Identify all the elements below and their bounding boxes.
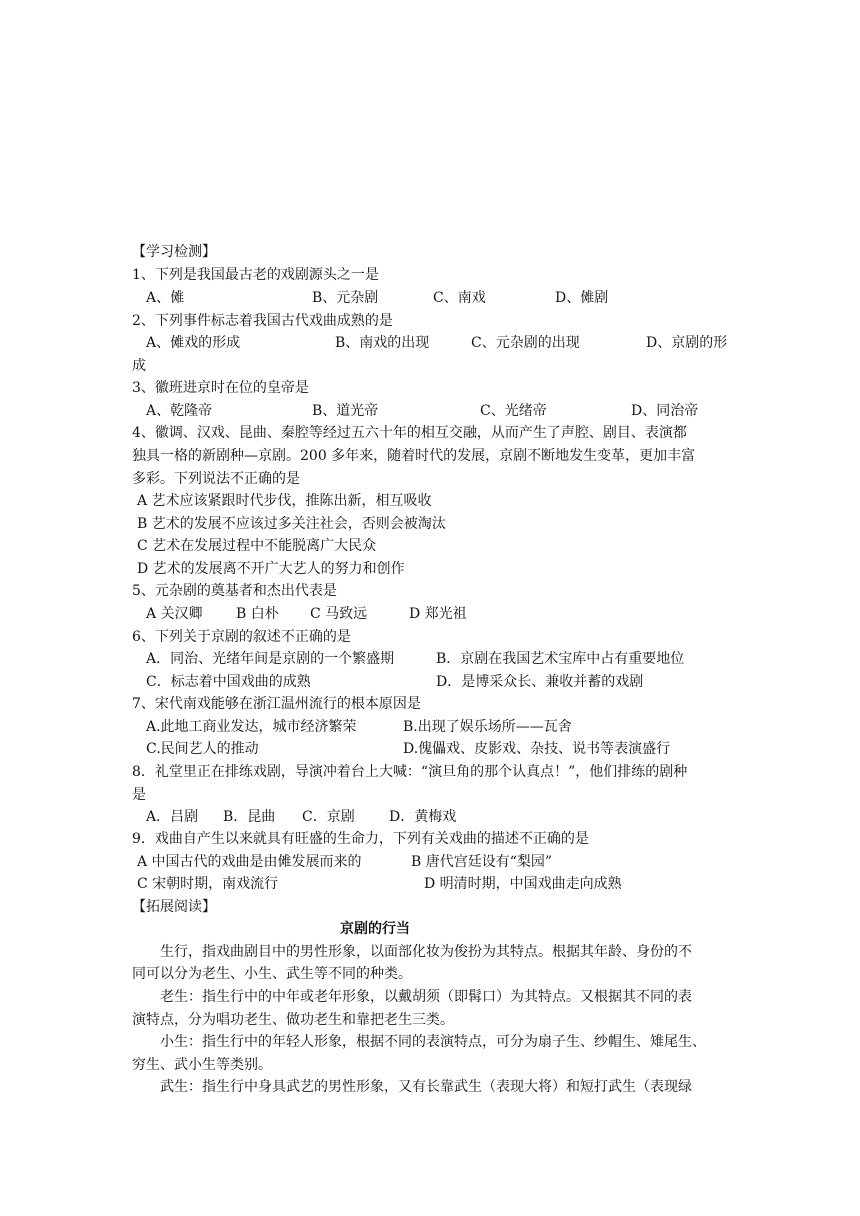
- q1-option-c: C、南戏: [433, 290, 486, 306]
- q4-option-d: D 艺术的发展离不开广大艺人的努力和创作: [137, 561, 405, 577]
- q5-option-b: B 白朴: [236, 606, 279, 622]
- q8-stem-line2: 是: [132, 787, 146, 803]
- article-p1-line2: 同可以分为老生、小生、武生等不同的种类。: [132, 966, 412, 982]
- q6-option-d: D．是博采众长、兼收并蓄的戏剧: [436, 674, 644, 690]
- article-p3-line2: 穷生、武小生等类别。: [132, 1057, 272, 1073]
- q8-option-b: B．昆曲: [223, 809, 276, 825]
- q5-stem: 5、元杂剧的奠基者和杰出代表是: [132, 583, 337, 599]
- q8-option-a: A．吕剧: [146, 809, 199, 825]
- q7-option-b: B.出现了娱乐场所——瓦舍: [403, 719, 572, 735]
- article-p3-line1: 小生：指生行中的年轻人形象，根据不同的表演特点，可分为扇子生、纱帽生、雉尾生、: [160, 1034, 706, 1050]
- q1-option-d: D、傩剧: [555, 290, 609, 306]
- article-p1-line1: 生行，指戏曲剧目中的男性形象，以面部化妆为俊扮为其特点。根据其年龄、身份的不: [160, 944, 692, 960]
- q2-option-b: B、南戏的出现: [335, 335, 430, 351]
- section-heading-learning-test: 【学习检测】: [132, 244, 216, 260]
- q5-option-d: D 郑光祖: [409, 606, 467, 622]
- q2-stem: 2、下列事件标志着我国古代戏曲成熟的是: [132, 313, 393, 329]
- article-p4-line1: 武生：指生行中身具武艺的男性形象，又有长靠武生（表现大将）和短打武生（表现绿: [160, 1079, 692, 1095]
- q3-option-d: D、同治帝: [631, 403, 699, 419]
- q6-stem: 6、下列关于京剧的叙述不正确的是: [132, 629, 351, 645]
- q6-option-a: A．同治、光绪年间是京剧的一个繁盛期: [146, 651, 395, 667]
- q1-stem: 1、下列是我国最古老的戏剧源头之一是: [132, 267, 379, 283]
- q3-option-a: A、乾隆帝: [146, 403, 213, 419]
- q7-option-c: C.民间艺人的推动: [146, 741, 259, 757]
- article-title: 京剧的行当: [340, 921, 410, 937]
- q4-stem-line3: 多彩。下列说法不正确的是: [132, 471, 300, 487]
- section-heading-extended-reading: 【拓展阅读】: [132, 899, 216, 915]
- q3-stem: 3、徽班进京时在位的皇帝是: [132, 380, 309, 396]
- q9-option-c: C 宋朝时期，南戏流行: [137, 876, 279, 892]
- q7-stem: 7、宋代南戏能够在浙江温州流行的根本原因是: [132, 696, 421, 712]
- q4-stem-line1: 4、徽调、汉戏、昆曲、秦腔等经过五六十年的相互交融，从而产生了声腔、剧目、表演都: [132, 425, 687, 441]
- q5-option-a: A 关汉卿: [146, 606, 203, 622]
- q6-option-c: C．标志着中国戏曲的成熟: [146, 674, 311, 690]
- q4-option-b: B 艺术的发展不应该过多关注社会，否则会被淘汰: [137, 516, 446, 532]
- article-p2-line2: 演特点，分为唱功老生、做功老生和靠把老生三类。: [132, 1012, 454, 1028]
- q9-option-b: B 唐代宫廷设有“梨园”: [411, 854, 553, 870]
- q7-option-d: D.傀儡戏、皮影戏、杂技、说书等表演盛行: [403, 741, 671, 757]
- q7-option-a: A.此地工商业发达，城市经济繁荣: [146, 719, 357, 735]
- q9-option-a: A 中国古代的戏曲是由傩发展而来的: [137, 854, 362, 870]
- q2-option-a: A、傩戏的形成: [146, 335, 241, 351]
- q2-option-d-cont: 成: [132, 358, 146, 374]
- q4-option-a: A 艺术应该紧跟时代步伐，推陈出新，相互吸收: [137, 493, 432, 509]
- article-p2-line1: 老生：指生行中的中年或老年形象，以戴胡须（即髯口）为其特点。又根据其不同的表: [160, 989, 692, 1005]
- q3-option-c: C、光绪帝: [480, 403, 547, 419]
- q8-stem-line1: 8．礼堂里正在排练戏剧，导演冲着台上大喊：“演旦角的那个认真点！”，他们排练的剧种: [132, 764, 688, 780]
- q6-option-b: B．京剧在我国艺术宝库中占有重要地位: [436, 651, 685, 667]
- q3-option-b: B、道光帝: [312, 403, 379, 419]
- q1-option-a: A、傩: [146, 290, 185, 306]
- q5-option-c: C 马致远: [310, 606, 368, 622]
- q4-option-c: C 艺术在发展过程中不能脱离广大民众: [137, 538, 377, 554]
- q9-stem: 9．戏曲自产生以来就具有旺盛的生命力，下列有关戏曲的描述不正确的是: [132, 831, 589, 847]
- q4-stem-line2: 独具一格的新剧种—京剧。200 多年来，随着时代的发展，京剧不断地发生变革，更加丰富: [132, 448, 696, 464]
- q2-option-d: D、京剧的形: [646, 335, 728, 351]
- q2-option-c: C、元杂剧的出现: [471, 335, 580, 351]
- q1-option-b: B、元杂剧: [312, 290, 379, 306]
- q9-option-d: D 明清时期，中国戏曲走向成熟: [424, 876, 622, 892]
- q8-option-d: D．黄梅戏: [389, 809, 457, 825]
- q8-option-c: C．京剧: [302, 809, 355, 825]
